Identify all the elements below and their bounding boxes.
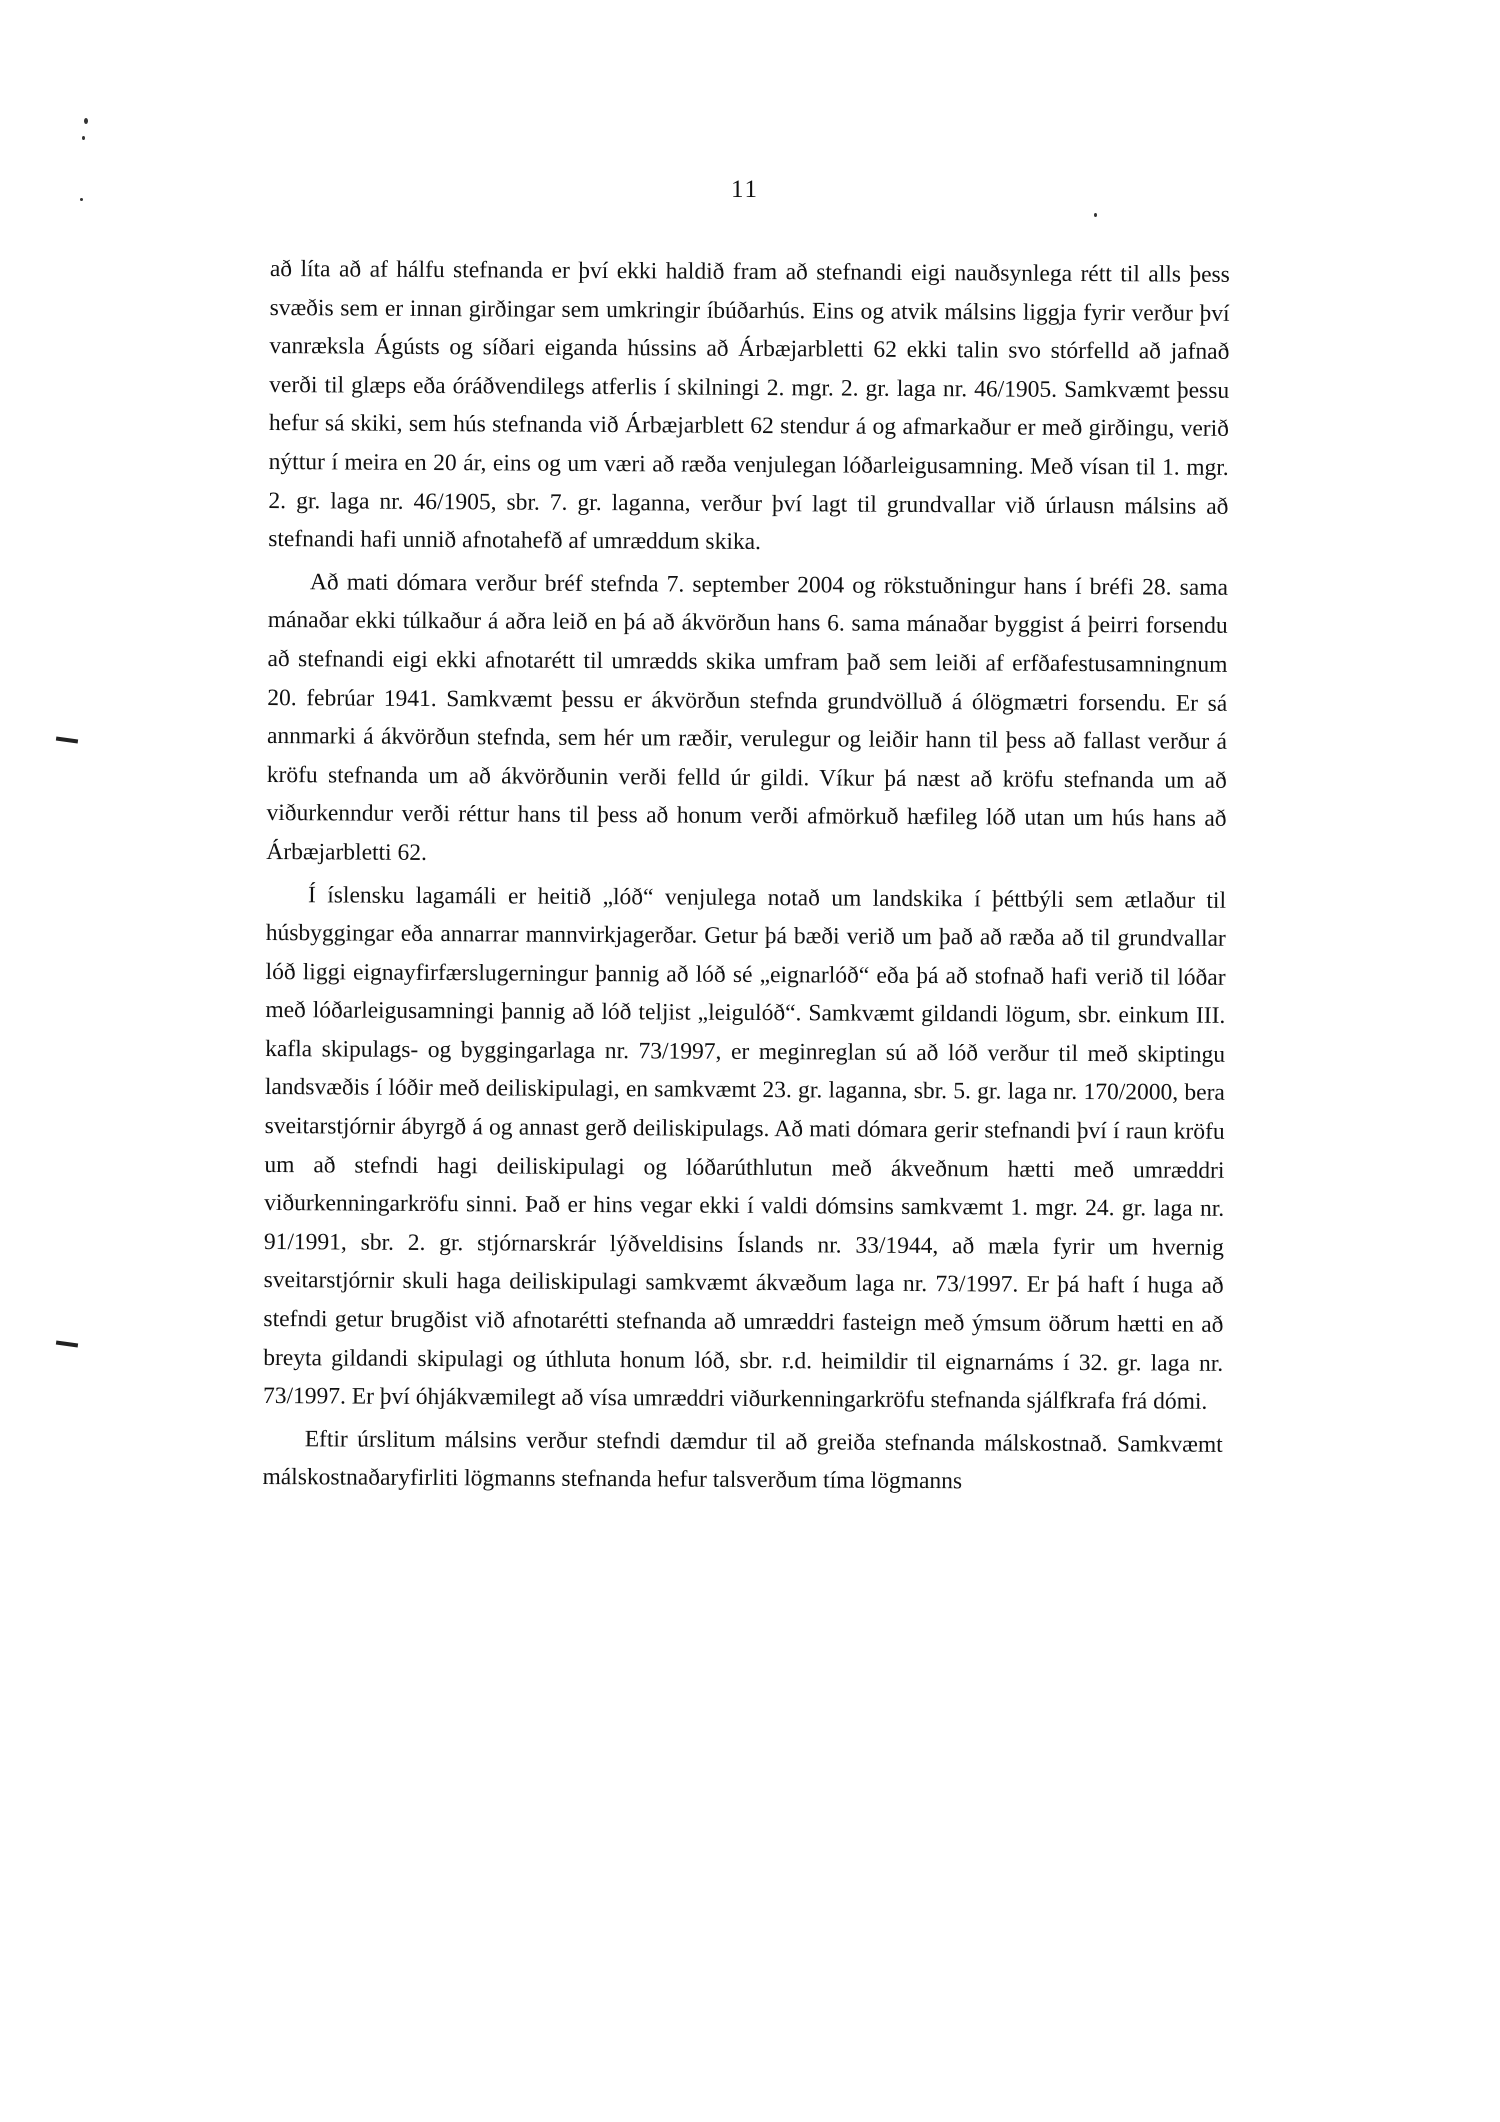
scan-speck xyxy=(82,136,85,140)
paragraph-3: Í íslensku lagamáli er heitið „lóð“ venjulega notað um landskika í þéttbýli sem ætlaður til húsbyggingar eða annarrar mannvirkjagerðar. Getur þá bæði verið um það að ræða að til grundvallar lóð liggi eignayfirfærslugerningur þannig að lóð sé „eignarlóð“ eða þá að stofnað hafi verið til lóðar með lóðarleigusamningi þannig að lóð teljist „leigulóð“. Samkvæmt gildandi lögum, sbr. einkum III. kafla skipulags- og byggingarlaga nr. 73/1997, er meginreglan sú að lóð verður til með skiptingu landsvæðis í lóðir með deiliskipulagi, en samkvæmt 23. gr. laganna, sbr. 5. gr. laga nr. 170/2000, bera sveitarstjórnir ábyrgð á og annast gerð deiliskipulags. Að mati dómara gerir stefnandi því í raun kröfu um að stefndi hagi deiliskipulagi og lóðarúthlutun með ákveðnum hætti með umræddri viðurkenningarkröfu sinni. Það er hins vegar ekki í valdi dómsins samkvæmt 1. mgr. 24. gr. laga nr. 91/1991, sbr. 2. gr. stjórnarskrár lýðveldisins Íslands nr. 33/1944, að mæla fyrir um hvernig sveitarstjórnir skuli haga deiliskipulagi samkvæmt ákvæðum laga nr. 73/1997. Er þá haft í huga að stefndi getur brugðist við afnotarétti stefnanda að umræddri fasteign með ýmsum öðrum hætti en að breyta gildandi skipulagi og úthluta honum lóð, sbr. r.d. heimildir til eignarnáms í 32. gr. laga nr. 73/1997. Er því óhjákvæmilegt að vísa umræddri viðurkenningarkröfu stefnanda sjálfkrafa frá dómi. xyxy=(262,881,1227,1415)
scan-speck xyxy=(80,198,83,201)
page-number: 11 xyxy=(730,176,760,203)
scan-speck xyxy=(84,118,88,124)
paragraph-4: Eftir úrslitum málsins verður stefndi dæmdur til að greiða stefnanda málskostnað. Samkvæmt málskostnaðaryfirliti lögmanns stefnanda hefur talsverðum tíma lögmanns xyxy=(262,1426,1223,1495)
document-body xyxy=(262,250,1230,1503)
margin-mark xyxy=(56,736,78,743)
scan-speck xyxy=(1094,213,1097,217)
margin-mark xyxy=(56,1340,78,1347)
paragraph-1: að líta að af hálfu stefnanda er því ekki haldið fram að stefnandi eigi nauðsynlega rétt til alls þess svæðis sem er innan girðingar sem umkringir íbúðarhús. Eins og atvik málsins liggja fyrir verður því vanræksla Ágústs og síðari eiganda hússins að Árbæjarbletti 62 ekki talin svo stórfelld að jafnað verði til glæps eða óráðvendilegs atferlis í skilningi 2. mgr. 2. gr. laga nr. 46/1905. Samkvæmt þessu hefur sá skiki, sem hús stefnanda við Árbæjarblett 62 stendur á og afmarkaður er með girðingu, verið nýttur í meira en 20 ár, eins og um væri að ræða venjulegan lóðarleigusamning. Með vísan til 1. mgr. 2. gr. laga nr. 46/1905, sbr. 7. gr. laganna, verður því lagt til grundvallar við úrlausn málsins að stefnandi hafi unnið afnotahefð af umræddum skika. xyxy=(268,255,1230,556)
paragraph-2: Að mati dómara verður bréf stefnda 7. september 2004 og rökstuðningur hans í bréfi 28. sama mánaðar ekki túlkaður á aðra leið en þá að ákvörðun hans 6. sama mánaðar byggist á þeirri forsendu að stefnandi eigi ekki afnotarétt til umrædds skika umfram það sem leiði af erfðafestusamningnum 20. febrúar 1941. Samkvæmt þessu er ákvörðun stefnda grundvölluð á ólögmætri forsendu. Er sá annmarki á ákvörðun stefnda, sem hér um ræðir, verulegur og leiðir hann til þess að fallast verður á kröfu stefnanda um að ákvörðunin verði felld úr gildi. Víkur þá næst að kröfu stefnanda um að viðurkenndur verði réttur hans til þess að honum verði afmörkuð hæfileg lóð utan um hús hans að Árbæjarbletti 62. xyxy=(266,569,1229,866)
